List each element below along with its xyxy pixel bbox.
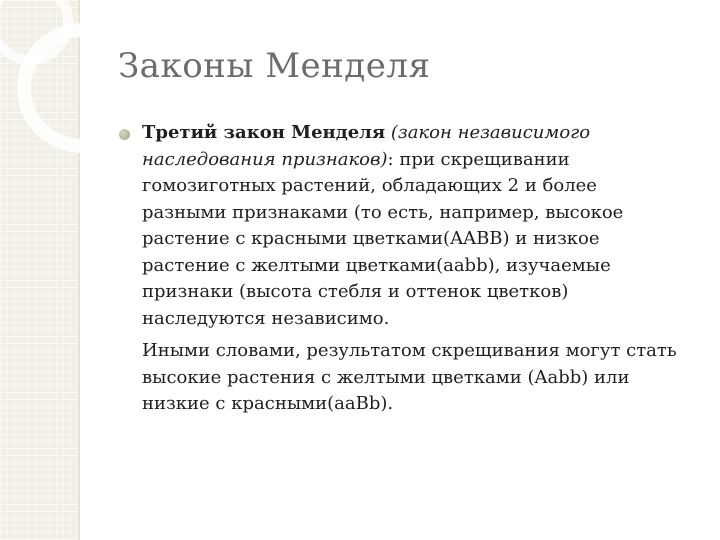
- slide-content: [118, 120, 683, 418]
- slide-title: Законы Менделя: [118, 46, 431, 86]
- law-description: : при скрещивании гомозиготных растений, обладающих 2 и более разными признаками (то есть, например, высокое растение с красными цветками(AABB) и низкое растение с желтыми цветками(aabb), изучаемые признаки (высота стебля и оттенок цветков) наследуются независимо.: [142, 148, 624, 329]
- continuation-paragraph: Иными словами, результатом скрещивания могут стать высокие растения с желтыми цветками (Aabb) или низкие с красными(aaBb).: [142, 340, 677, 414]
- law-alias: (закон независимого наследования признаков): [142, 122, 591, 170]
- bullet-icon: [119, 129, 130, 140]
- law-name: Третий закон Менделя: [142, 122, 386, 143]
- bullet-paragraph: [118, 120, 683, 332]
